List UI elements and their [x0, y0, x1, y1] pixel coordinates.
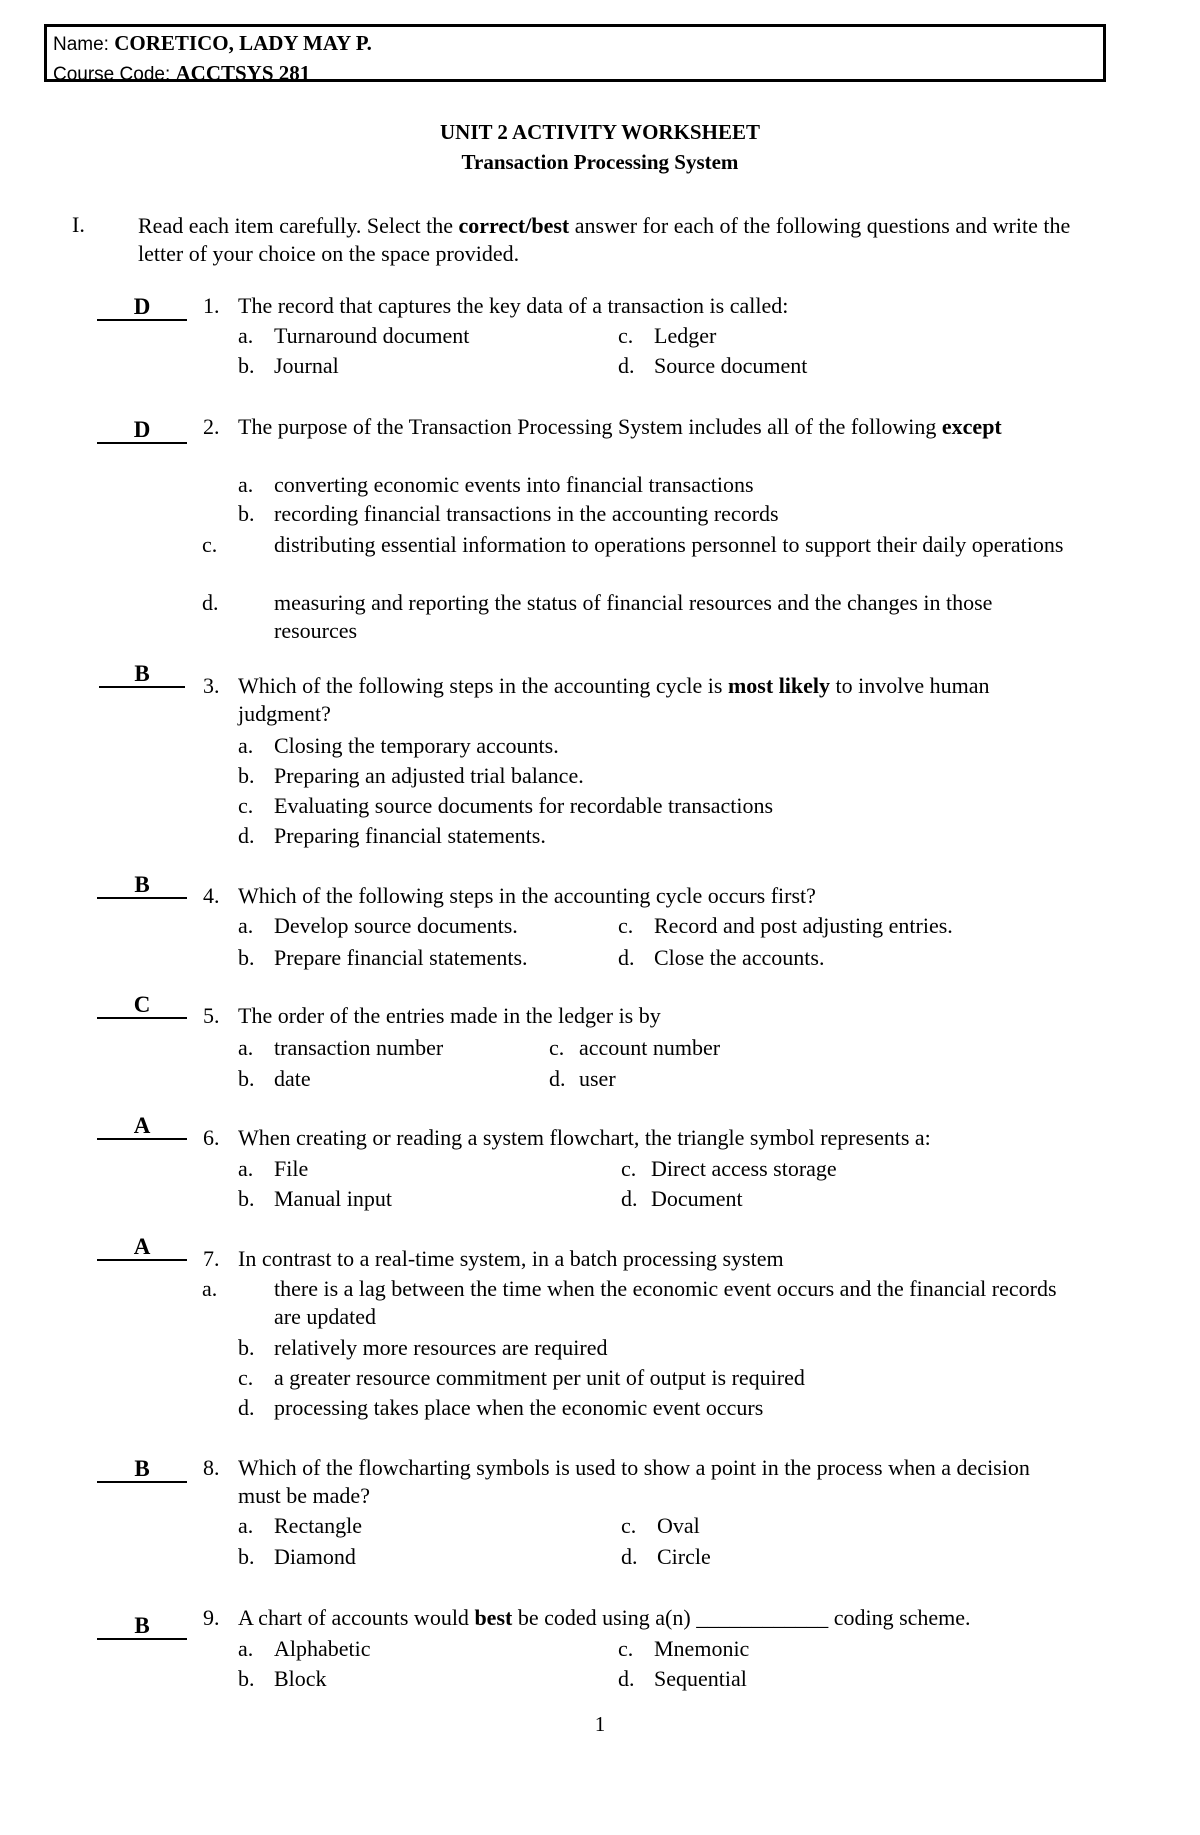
option-4d: d. Close the accounts.	[618, 945, 825, 970]
option-8a: a. Rectangle	[238, 1513, 362, 1538]
option-1c: c. Ledger	[618, 323, 717, 348]
answer-blank-2[interactable]: D	[97, 418, 187, 444]
option-6d: d. Document	[621, 1186, 743, 1211]
option-6b: b. Manual input	[238, 1186, 392, 1211]
question-text-9: A chart of accounts would best be coded using a(n) ____________ coding scheme.	[238, 1605, 971, 1630]
answer-blank-9[interactable]: B	[97, 1614, 187, 1640]
option-9d: d. Sequential	[618, 1666, 747, 1691]
answer-blank-6[interactable]: A	[97, 1114, 187, 1140]
student-name: CORETICO, LADY MAY P.	[114, 31, 372, 55]
question-number-1: 1.	[203, 293, 220, 318]
option-3b: b. Preparing an adjusted trial balance.	[238, 763, 584, 788]
course-code: ACCTSYS 281	[175, 61, 311, 85]
question-number-2: 2.	[203, 414, 220, 439]
option-9b: b. Block	[238, 1666, 327, 1691]
worksheet-subtitle: Transaction Processing System	[461, 150, 739, 174]
option-2c: c. distributing essential information to operations personnel to support their daily operations	[202, 532, 1064, 557]
name-line	[53, 29, 1097, 59]
question-text-7: In contrast to a real-time system, in a batch processing system	[238, 1246, 784, 1271]
option-5c: c. account number	[549, 1035, 721, 1060]
worksheet-title: UNIT 2 ACTIVITY WORKSHEET	[440, 120, 760, 144]
question-text-2: The purpose of the Transaction Processing System includes all of the following except	[238, 414, 1002, 439]
question-text-8: Which of the flowcharting symbols is used to show a point in the process when a decision must be made?	[238, 1455, 1030, 1508]
course-label: Course Code:	[53, 64, 171, 85]
question-number-9: 9.	[203, 1605, 220, 1630]
question-text-1: The record that captures the key data of a transaction is called:	[238, 293, 789, 318]
question-text-6: When creating or reading a system flowchart, the triangle symbol represents a:	[238, 1125, 931, 1150]
instructions: Read each item carefully. Select the correct/best answer for each of the following questions and write the letter of your choice on the space provided.	[138, 213, 1071, 266]
option-4c: c. Record and post adjusting entries.	[618, 913, 953, 938]
option-4a: a. Develop source documents.	[238, 913, 518, 938]
option-2d: d. measuring and reporting the status of financial resources and the changes in those resources	[202, 590, 993, 643]
answer-blank-8[interactable]: B	[97, 1457, 187, 1483]
option-2a: a. converting economic events into financial transactions	[238, 472, 754, 497]
option-8d: d. Circle	[621, 1544, 711, 1569]
option-4b: b. Prepare financial statements.	[238, 945, 528, 970]
option-7d: d. processing takes place when the economic event occurs	[238, 1395, 764, 1420]
option-3d: d. Preparing financial statements.	[238, 823, 546, 848]
option-7c: c. a greater resource commitment per unit of output is required	[238, 1365, 805, 1390]
option-7a: a. there is a lag between the time when the economic event occurs and the financial records are updated	[202, 1276, 1057, 1329]
answer-blank-1[interactable]: D	[97, 295, 187, 321]
question-text-3: Which of the following steps in the accounting cycle is most likely to involve human judgment?	[238, 673, 990, 726]
answer-blank-7[interactable]: A	[97, 1235, 187, 1261]
option-9a: a. Alphabetic	[238, 1636, 371, 1661]
question-number-7: 7.	[203, 1246, 220, 1271]
option-3a: a. Closing the temporary accounts.	[238, 733, 559, 758]
option-1b: b. Journal	[238, 353, 339, 378]
option-1a: a. Turnaround document	[238, 323, 470, 348]
option-6c: c. Direct access storage	[621, 1156, 837, 1181]
option-7b: b. relatively more resources are required	[238, 1335, 608, 1360]
option-9c: c. Mnemonic	[618, 1636, 750, 1661]
option-5a: a. transaction number	[238, 1035, 444, 1060]
option-8b: b. Diamond	[238, 1544, 356, 1569]
page-number: 1	[594, 1712, 606, 1736]
question-number-8: 8.	[203, 1455, 220, 1480]
section-number: I.	[72, 212, 85, 237]
answer-blank-5[interactable]: C	[97, 993, 187, 1019]
question-number-5: 5.	[203, 1003, 220, 1028]
student-info-box	[44, 24, 1106, 85]
question-number-6: 6.	[203, 1125, 220, 1150]
answer-blank-4[interactable]: B	[97, 873, 187, 899]
answer-blank-3[interactable]: B	[99, 662, 185, 688]
option-3c: c. Evaluating source documents for recordable transactions	[238, 793, 774, 818]
option-6a: a. File	[238, 1156, 309, 1181]
question-number-4: 4.	[203, 883, 220, 908]
name-label: Name:	[53, 34, 109, 55]
option-5b: b. date	[238, 1066, 311, 1091]
question-number-3: 3.	[203, 673, 220, 698]
option-5d: d. user	[549, 1066, 616, 1091]
question-text-5: The order of the entries made in the ledger is by	[238, 1003, 661, 1028]
option-8c: c. Oval	[621, 1513, 700, 1538]
option-2b: b. recording financial transactions in the accounting records	[238, 501, 779, 526]
question-text-4: Which of the following steps in the accounting cycle occurs first?	[238, 883, 816, 908]
option-1d: d. Source document	[618, 353, 808, 378]
course-line	[53, 59, 1097, 89]
